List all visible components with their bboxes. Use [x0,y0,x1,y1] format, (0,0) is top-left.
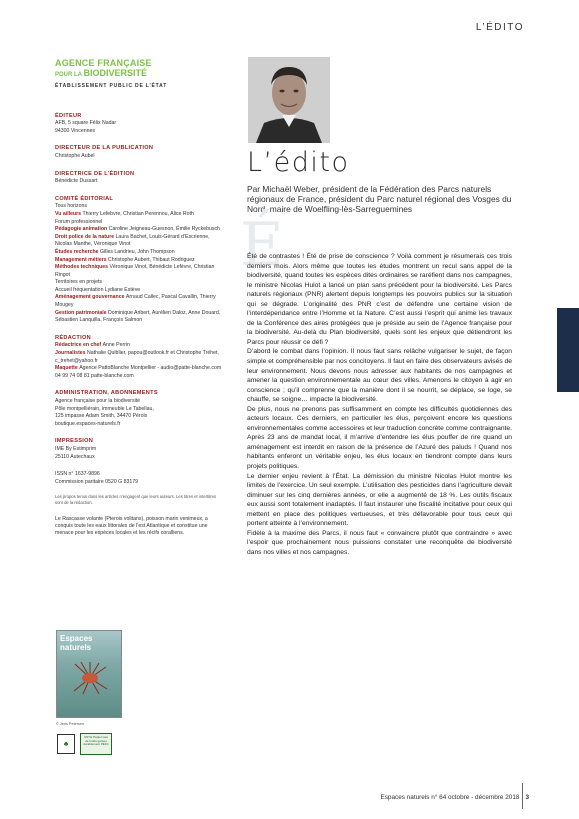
comite-section [55,196,225,325]
edito-title: L’édito [247,147,350,178]
editeur-section [55,113,225,136]
abonnements-line: 125 impasse Adam Smith, 34470 Pérols [55,413,148,420]
directrice-title: DIRECTRICE DE L’ÉDITION [55,170,135,177]
section-label: L’ÉDITO [475,22,524,33]
logo-line-3: ÉTABLISSEMENT PUBLIC DE L’ÉTAT [55,83,168,89]
editeur-title: ÉDITEUR [55,112,82,119]
masthead-entry [55,226,225,234]
masthead-entry-text: Arnaud Callec, Pascal Cavallin, Thierry Mougey [55,294,216,309]
abonnements-line: Pôle montpelliérain, immeuble Le Tabellau, [55,405,154,412]
redaction-list [55,342,225,380]
masthead-entry [55,342,225,350]
masthead-entry-text: Accueil fréquentation Lydiane Estève [55,286,141,293]
author-portrait [248,57,330,143]
masthead-entry-label: Journalistes [55,350,88,357]
footer-magazine: Espaces naturels n° 64 octobre - décembre 2018 [380,794,520,801]
abonnements-line: Agence française pour la biodiversité [55,398,141,404]
redaction-section [55,335,225,381]
issn: ISSN n° 1637-9896 [55,471,100,478]
logo-line-2-big: BIODIVERSITÉ [83,68,147,78]
impression-section [55,438,225,461]
decorative-letter: É [240,210,284,280]
edito-paragraph: Le dernier enjeu revient à l’État. La démission du ministre Nicolas Hulot montre les limites de l’exercice. Un seul exemple. L’utilisation des pesticides dans l’agriculture devait diminuer sur les cinq dernières années, or elle a augmenté de 18 %. Les outils fiscaux eux aussi sont totalement inadaptés. Il faut instaurer une fiscalité incitative pour ceux qui mettent en place des politiques vertueuses, et très défavorable pour tous ceux qui portent atteinte à l’environnement. [247,472,512,528]
masthead-entry-text: Gilles Landrieu, John Thompson [99,248,175,255]
edito-paragraph: Fidèle à la maxime des Parcs, il nous faut « convaincre plutôt que contraindre » avec l’espoir que prochainement nous puissions constater une reconquête de biodiversité dans nos villes et nos campagnes. [247,529,512,556]
masthead-entry-text: Forum professionnel [55,218,103,225]
impression-line: 25110 Autechaux [55,453,95,460]
masthead-entry [55,249,225,257]
directrice-name: Bénédicte Dussart [55,178,98,185]
masthead-entry-text: Territoires en projets [55,279,102,286]
section-side-tab [557,308,579,392]
masthead-entry-text: Anne Perrin [102,342,130,349]
directeur-name: Christophe Aubel [55,152,95,159]
directeur-title: DIRECTEUR DE LA PUBLICATION [55,145,154,152]
masthead-entry-label: Gestion patrimoniale [55,309,109,316]
photo-credit: © Jens Petersen [56,722,85,726]
masthead-entry-text: Dominique Aribert, Aurélien Daloz, Anne Douard, Sébastien Lanquilla, François Salmon [55,309,221,324]
redaction-title: RÉDACTION [55,334,91,341]
masthead-entry-text: Véronique Vinot, Bénédicte Lefèvre, Christian Ringot [55,264,215,278]
masthead-entry-label: Études recherche [55,248,100,255]
impression-line: IME By Estimprim [55,445,97,452]
masthead [55,58,225,538]
masthead-entry-label: Management métiers [55,256,109,263]
masthead-entry [55,234,225,249]
commission: Commission paritaire 0520 G 83179 [55,478,139,485]
masthead-entry-text: Laura Bachet, Louis-Gérard d’Escrienne, Nicolas Manthe, Véronique Vinot [55,233,210,248]
masthead-entry [55,264,225,279]
masthead-entry [55,219,225,227]
page-footer [380,794,529,801]
eco-label [80,733,112,755]
cover-title: Espaces naturels [60,634,93,652]
abonnements-title: ADMINISTRATION, ABONNEMENTS [55,390,158,397]
masthead-entry-label: Rédactrice en chef [55,342,103,349]
cover-caption: Le Rascasse volante (Pterois volitans), poisson marin venimeux, a conquis toute les eaux littorales de l’est Atlantique et constitue une menace pour les espèces locales et les récifs coralliens. [55,515,208,537]
comite-list [55,203,225,325]
lionfish-illustration [71,661,109,695]
afb-logo [55,58,225,91]
masthead-entry [55,294,225,309]
masthead-entry [55,203,225,211]
logo-line-2-small: POUR LA [55,72,84,78]
masthead-entry [55,287,225,295]
masthead-entry-label: Aménagement gouvernance [55,294,126,301]
masthead-entry-label: Pédagogie animation [55,226,109,233]
masthead-entry-label: Droit police de la nature [55,233,116,240]
edito-paragraph: De plus, nous ne prenons pas suffisamment en compte les difficultés quotidiennes des acteurs locaux. Ces derniers, en particulier les élus, perçoivent encore les questions environnementales comme accessoires et leur traduction concrète comme contraignante. Après 23 ans de mandat local, il m’arrive d’entendre les élus pouffer de rire quand un aménagement est interdit en raison de la présence de l’Azuré des paluds ! Quand nos habitants enferont un véritable enjeu, les élus locaux en tiendront compte dans leurs projets politiques. [247,405,512,471]
portrait-illustration [248,57,330,143]
page-number: 3 [525,794,529,801]
masthead-entry [55,350,225,365]
pefc-logo: ♣ [57,734,75,754]
issn-section [55,471,225,486]
edito-paragraph: D’abord le combat dans l’opinion. Il nous faut sans relâche vulgariser le sujet, de façon simple et compréhensible par nos concitoyens. Il faut en faire des observateurs avisés de leur environnement. Nous devons nous adresser aux habitants de nos campagnes et amener la question environnementale au cœur des villes. Amenons le citoyen à agir en conscience ; qu’il comprenne que la manière dont il se nourrit, se déplace, se loge, se chauffe, se soigne… impacte la biodiversité. [247,348,512,404]
directrice-section [55,171,225,186]
edito-paragraph: Été de contrastes ! Été de prise de conscience ? Voilà comment je résumerais ces trois derniers mois. Alors même que toutes les études montrent un recul sans appel de la biodiversité, quand toutes les espèces dites ordinaires se raréfient dans nos campagnes, le ministre Nicolas Hulot a lancé un plan sans précédent pour la biodiversité. Les Parcs naturels régionaux (PNR) alertent depuis longtemps les pouvoirs publics sur la situation qui se dégrade. L’originalité des PNR c’est de défendre une certaine vision de l’interdépendance entre l’Homme et la Nature. C’est aussi l’esprit qui anime les travaux de la Conférence des aires protégées que je préside au sein de l’Agence française pour la biodiversité. Au-delà du Plan biodiversité, quels sont les enjeux que détiendront les Parcs pour réussir ce défi ? [247,253,512,346]
masthead-entry [55,310,225,325]
edito-byline: Par Michaël Weber, président de la Fédération des Parcs naturels régionaux de France, président du Parc naturel régional des Vosges du Nord, maire de Woelfling-lès-Sarreguemines [247,184,512,214]
impression-title: IMPRESSION [55,438,94,445]
abonnements-line: boutique.espaces-naturels.fr [55,420,121,427]
masthead-entry-label: Maquette [55,365,80,372]
editeur-line: AFB, 5 square Félix Nadar [55,120,117,127]
masthead-entry-text: Nathalie Quiblier, papou@outlook.fr et Christophe Tréhet, c_trehet@yahoo.fr [55,350,219,364]
masthead-entry-text: Thierry Lefebvre, Christian Perennou, Alice Roth [82,210,194,217]
masthead-entry [55,365,225,380]
logo-line-2 [55,68,225,80]
legal-note: Les propos tenus dans les articles n’engagent que leurs auteurs. Les titres et intertitres sont de la rédaction. [55,494,217,505]
eco-label-text: ANTIL Papier issu de forêts gérées durablement PEFC [83,735,109,747]
abonnements-section [55,390,225,428]
masthead-entry-label: Vu ailleurs [55,210,83,217]
masthead-entry-label: Méthodes techniques [55,264,110,271]
editeur-line: 94300 Vincennes [55,127,95,134]
masthead-entry-text: Caroline Jeigneau-Guesnon, Émilie Ryckebusch [108,226,220,233]
directeur-section [55,145,225,160]
masthead-entry [55,257,225,265]
edito-body [247,252,512,558]
masthead-entry [55,211,225,219]
logo-line-1: AGENCE FRANÇAISE [55,58,152,68]
masthead-entry-text: Tous horizons [55,203,88,210]
magazine-cover [56,630,122,718]
comite-title: COMITÉ ÉDITORIAL [55,195,114,202]
masthead-entry [55,279,225,287]
masthead-entry-text: Agence PattoBlanche Montpellier - audio@patte-blanche.com 04 99 74 08 81 patte-blanche.com [55,365,222,379]
masthead-entry-text: Christophe Aubert, Thibaut Rodriguez [108,256,195,263]
